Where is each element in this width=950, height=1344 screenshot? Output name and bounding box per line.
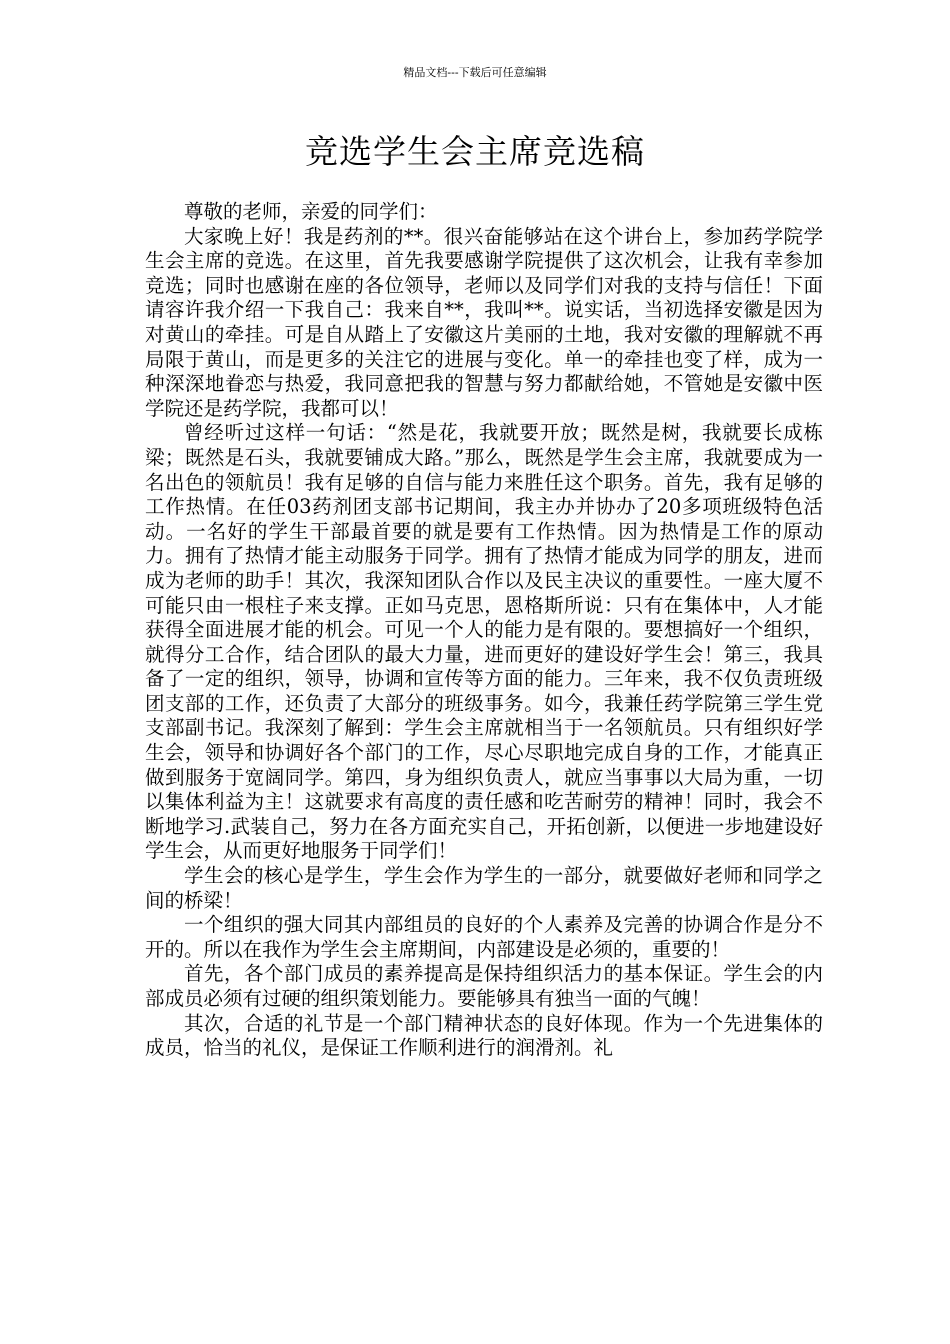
speech-body bbox=[145, 200, 823, 1061]
body-paragraph: 大家晚上好！我是药剂的**。很兴奋能够站在这个讲台上，参加药学院学生会主席的竞选。在这里，首先我要感谢学院提供了这次机会，让我有幸参加竞选；同时也感谢在座的各位领导，老师以及同学们对我的支持与信任！下面请容许我介绍一下我自己：我来自**，我叫**。说实话，当初选择安徽是因为对黄山的牵挂。可是自从踏上了安徽这片美丽的土地，我对安徽的理解就不再局限于黄山，而是更多的关注它的进展与变化。单一的牵挂也变了样，成为一种深深地眷恋与热爱，我同意把我的智慧与努力都献给她，不管她是安徽中医学院还是药学院，我都可以！ bbox=[145, 224, 823, 420]
body-paragraph: 首先，各个部门成员的素养提高是保持组织活力的基本保证。学生会的内部成员必须有过硬的组织策划能力。要能够具有独当一面的气魄！ bbox=[145, 962, 823, 1010]
body-paragraph: 一个组织的强大同其内部组员的良好的个人素养及完善的协调合作是分不开的。所以在我作为学生会主席期间，内部建设是必须的，重要的！ bbox=[145, 913, 823, 961]
body-paragraph: 学生会的核心是学生，学生会作为学生的一部分，就要做好老师和同学之间的桥梁！ bbox=[145, 864, 823, 912]
header-note: 精品文档---下载后可任意编辑 bbox=[403, 66, 547, 79]
document-title: 竞选学生会主席竞选稿 bbox=[305, 132, 645, 171]
body-paragraph: 曾经听过这样一句话：“然是花，我就要开放；既然是树，我就要长成栋梁；既然是石头，我就要铺成大路。”那么，既然是学生会主席，我就要成为一名出色的领航员！我有足够的自信与能力来胜任这个职务。首先，我有足够的工作热情。在任03药剂团支部书记期间，我主办并协办了20多项班级特色活动。一名好的学生干部最首要的就是要有工作热情。因为热情是工作的原动力。拥有了热情才能主动服务于同学。拥有了热情才能成为同学的朋友，进而成为老师的助手！其次，我深知团队合作以及民主决议的重要性。一座大厦不可能只由一根柱子来支撑。正如马克思，恩格斯所说：只有在集体中，人才能获得全面进展才能的机会。可见一个人的能力是有限的。要想搞好一个组织，就得分工合作，结合团队的最大力量，进而更好的建设好学生会！第三，我具备了一定的组织，领导，协调和宣传等方面的能力。三年来，我不仅负责班级团支部的工作，还负责了大部分的班级事务。如今，我兼任药学院第三学生党支部副书记。我深刻了解到：学生会主席就相当于一名领航员。只有组织好学生会，领导和协调好各个部门的工作，尽心尽职地完成自身的工作，才能真正做到服务于宽阔同学。第四，身为组织负责人，就应当事事以大局为重，一切以集体利益为主！这就要求有高度的责任感和吃苦耐劳的精神！同时，我会不断地学习.武装自己，努力在各方面充实自己，开拓创新，以便进一步地建设好学生会，从而更好地服务于同学们！ bbox=[145, 421, 823, 863]
salutation-paragraph: 尊敬的老师，亲爱的同学们： bbox=[184, 200, 438, 223]
body-paragraph: 其次，合适的礼节是一个部门精神状态的良好体现。作为一个先进集体的成员，恰当的礼仪，是保证工作顺利进行的润滑剂。礼 bbox=[145, 1011, 823, 1060]
